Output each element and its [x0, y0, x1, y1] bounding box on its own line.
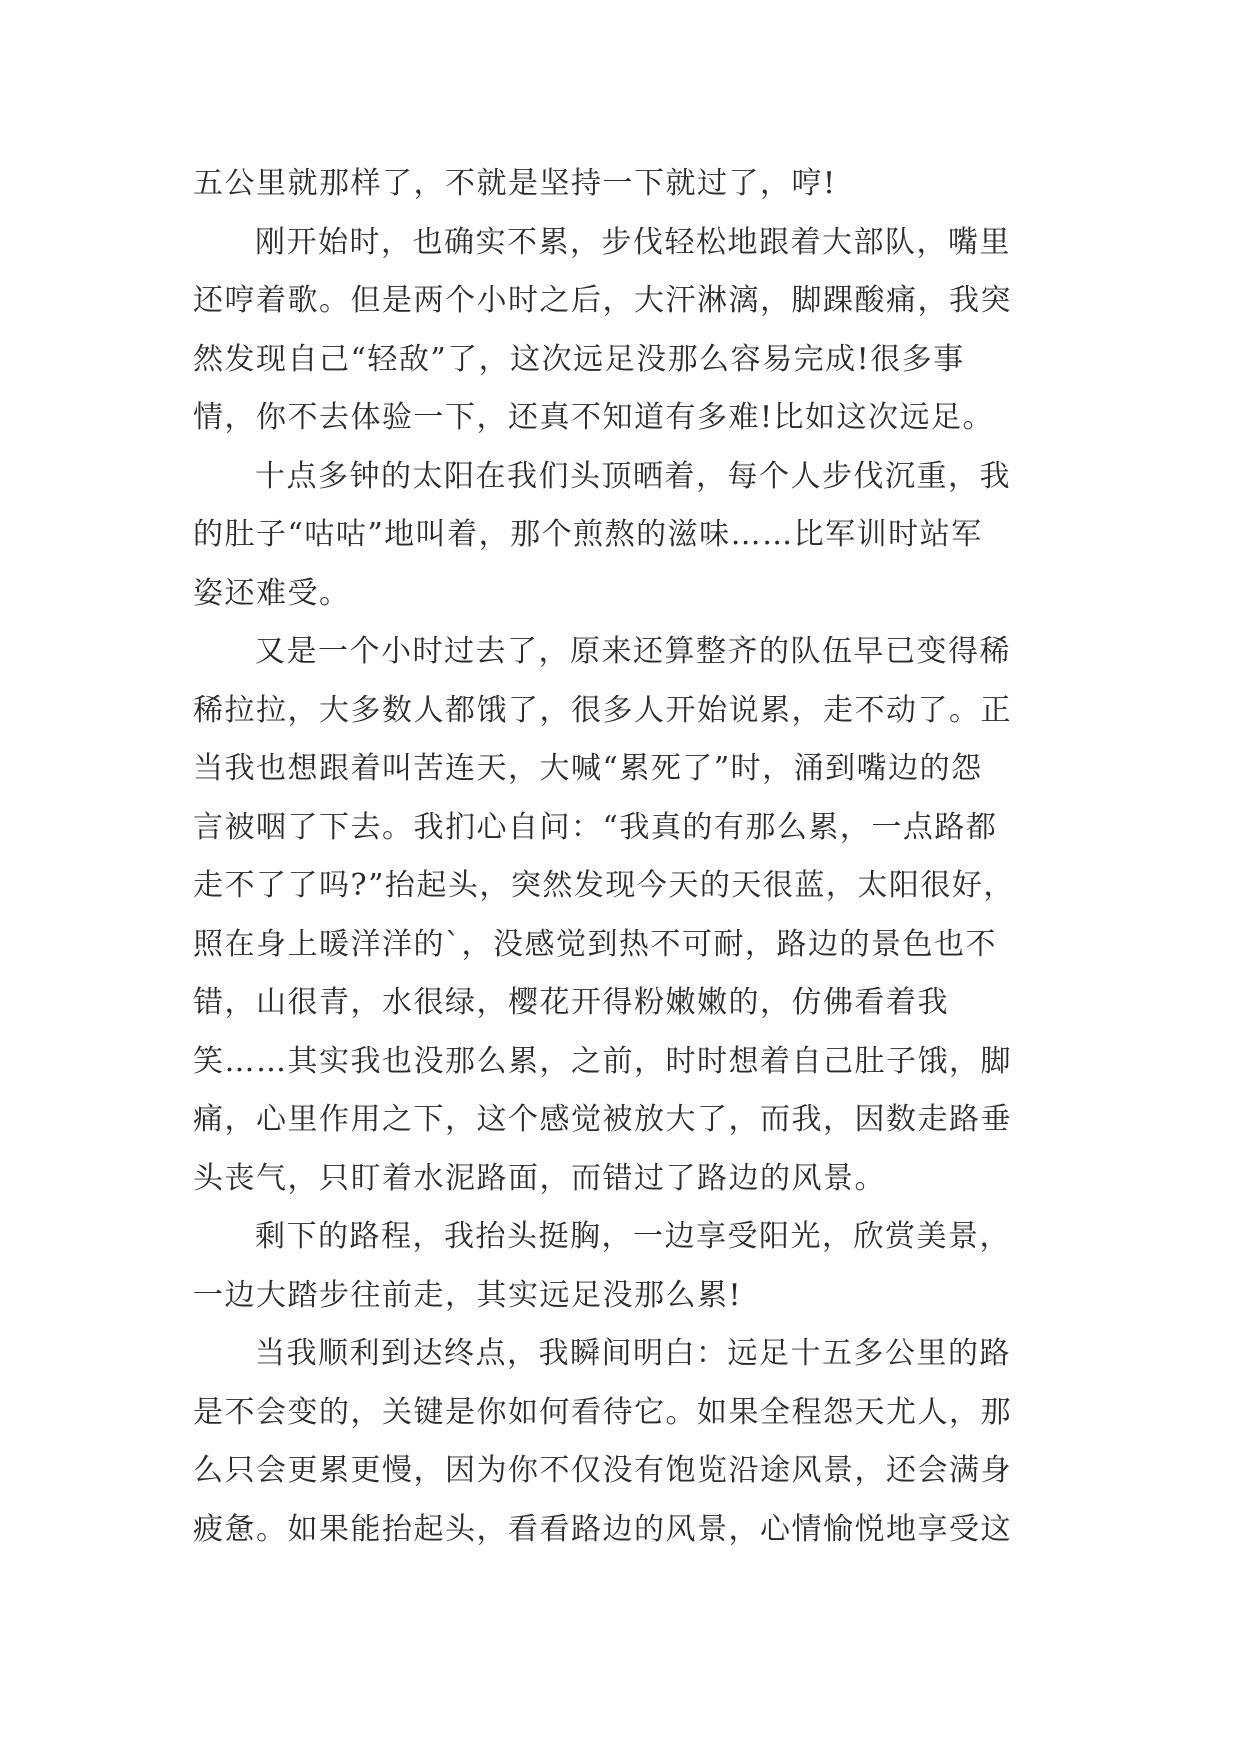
document-body [193, 155, 1059, 1559]
text-line: 姿还难受。 [193, 575, 351, 611]
text-line: 走不了了吗?”抬起头，突然发现今天的天很蓝，太阳很好， [193, 868, 1015, 903]
text-line: 稀拉拉，大多数人都饿了，很多人开始说累，走不动了。正 [193, 692, 1012, 728]
text-line: 痛，心里作用之下，这个感觉被放大了，而我，因数走路垂 [193, 1102, 1012, 1137]
text-line: 的肚子“咕咕”地叫着，那个煎熬的滋味……比军训时站军 [193, 517, 983, 552]
text-line: 当我顺利到达终点，我瞬间明白：远足十五多公里的路 [255, 1336, 1011, 1371]
text-line: 言被咽了下去。我扪心自问：“我真的有那么累，一点路都 [193, 809, 998, 845]
text-line: 又是一个小时过去了，原来还算整齐的队伍早已变得稀 [255, 634, 1011, 669]
text-line: 刚开始时，也确实不累，步伐轻松地跟着大部队，嘴里 [255, 224, 1011, 260]
text-line: 照在身上暖洋洋的`，没感觉到热不可耐，路边的景色也不 [193, 926, 997, 962]
text-line: 一边大踏步往前走，其实远足没那么累! [193, 1277, 743, 1313]
text-line: 情，你不去体验一下，还真不知道有多难!比如这次远足。 [193, 400, 995, 435]
text-line: 还哼着歌。但是两个小时之后，大汗淋漓，脚踝酸痛，我突 [193, 283, 1012, 318]
text-line: 然发现自己“轻敌”了，这次远足没那么容易完成!很多事 [193, 341, 965, 377]
text-line: 是不会变的，关键是你如何看待它。如果全程怨天尤人，那 [193, 1394, 1012, 1430]
text-line: 么只会更累更慢，因为你不仅没有饱览沿途风景，还会满身 [193, 1453, 1012, 1488]
text-line: 头丧气，只盯着水泥路面，而错过了路边的风景。 [193, 1160, 886, 1196]
text-line: 五公里就那样了，不就是坚持一下就过了，哼! [193, 166, 837, 201]
text-line: 当我也想跟着叫苦连天，大喊“累死了”时，涌到嘴边的怨 [193, 751, 983, 786]
text-line: 错，山很青，水很绿，樱花开得粉嫩嫩的，仿佛看着我 [193, 985, 949, 1020]
text-line: 剩下的路程，我抬头挺胸，一边享受阳光，欣赏美景， [255, 1219, 1011, 1254]
text-line: 笑……其实我也没那么累，之前，时时想着自己肚子饿，脚 [193, 1043, 1012, 1079]
text-line: 疲惫。如果能抬起头，看看路边的风景，心情愉悦地享受这 [193, 1511, 1012, 1547]
text-line: 十点多钟的太阳在我们头顶晒着，每个人步伐沉重，我 [255, 458, 1011, 494]
